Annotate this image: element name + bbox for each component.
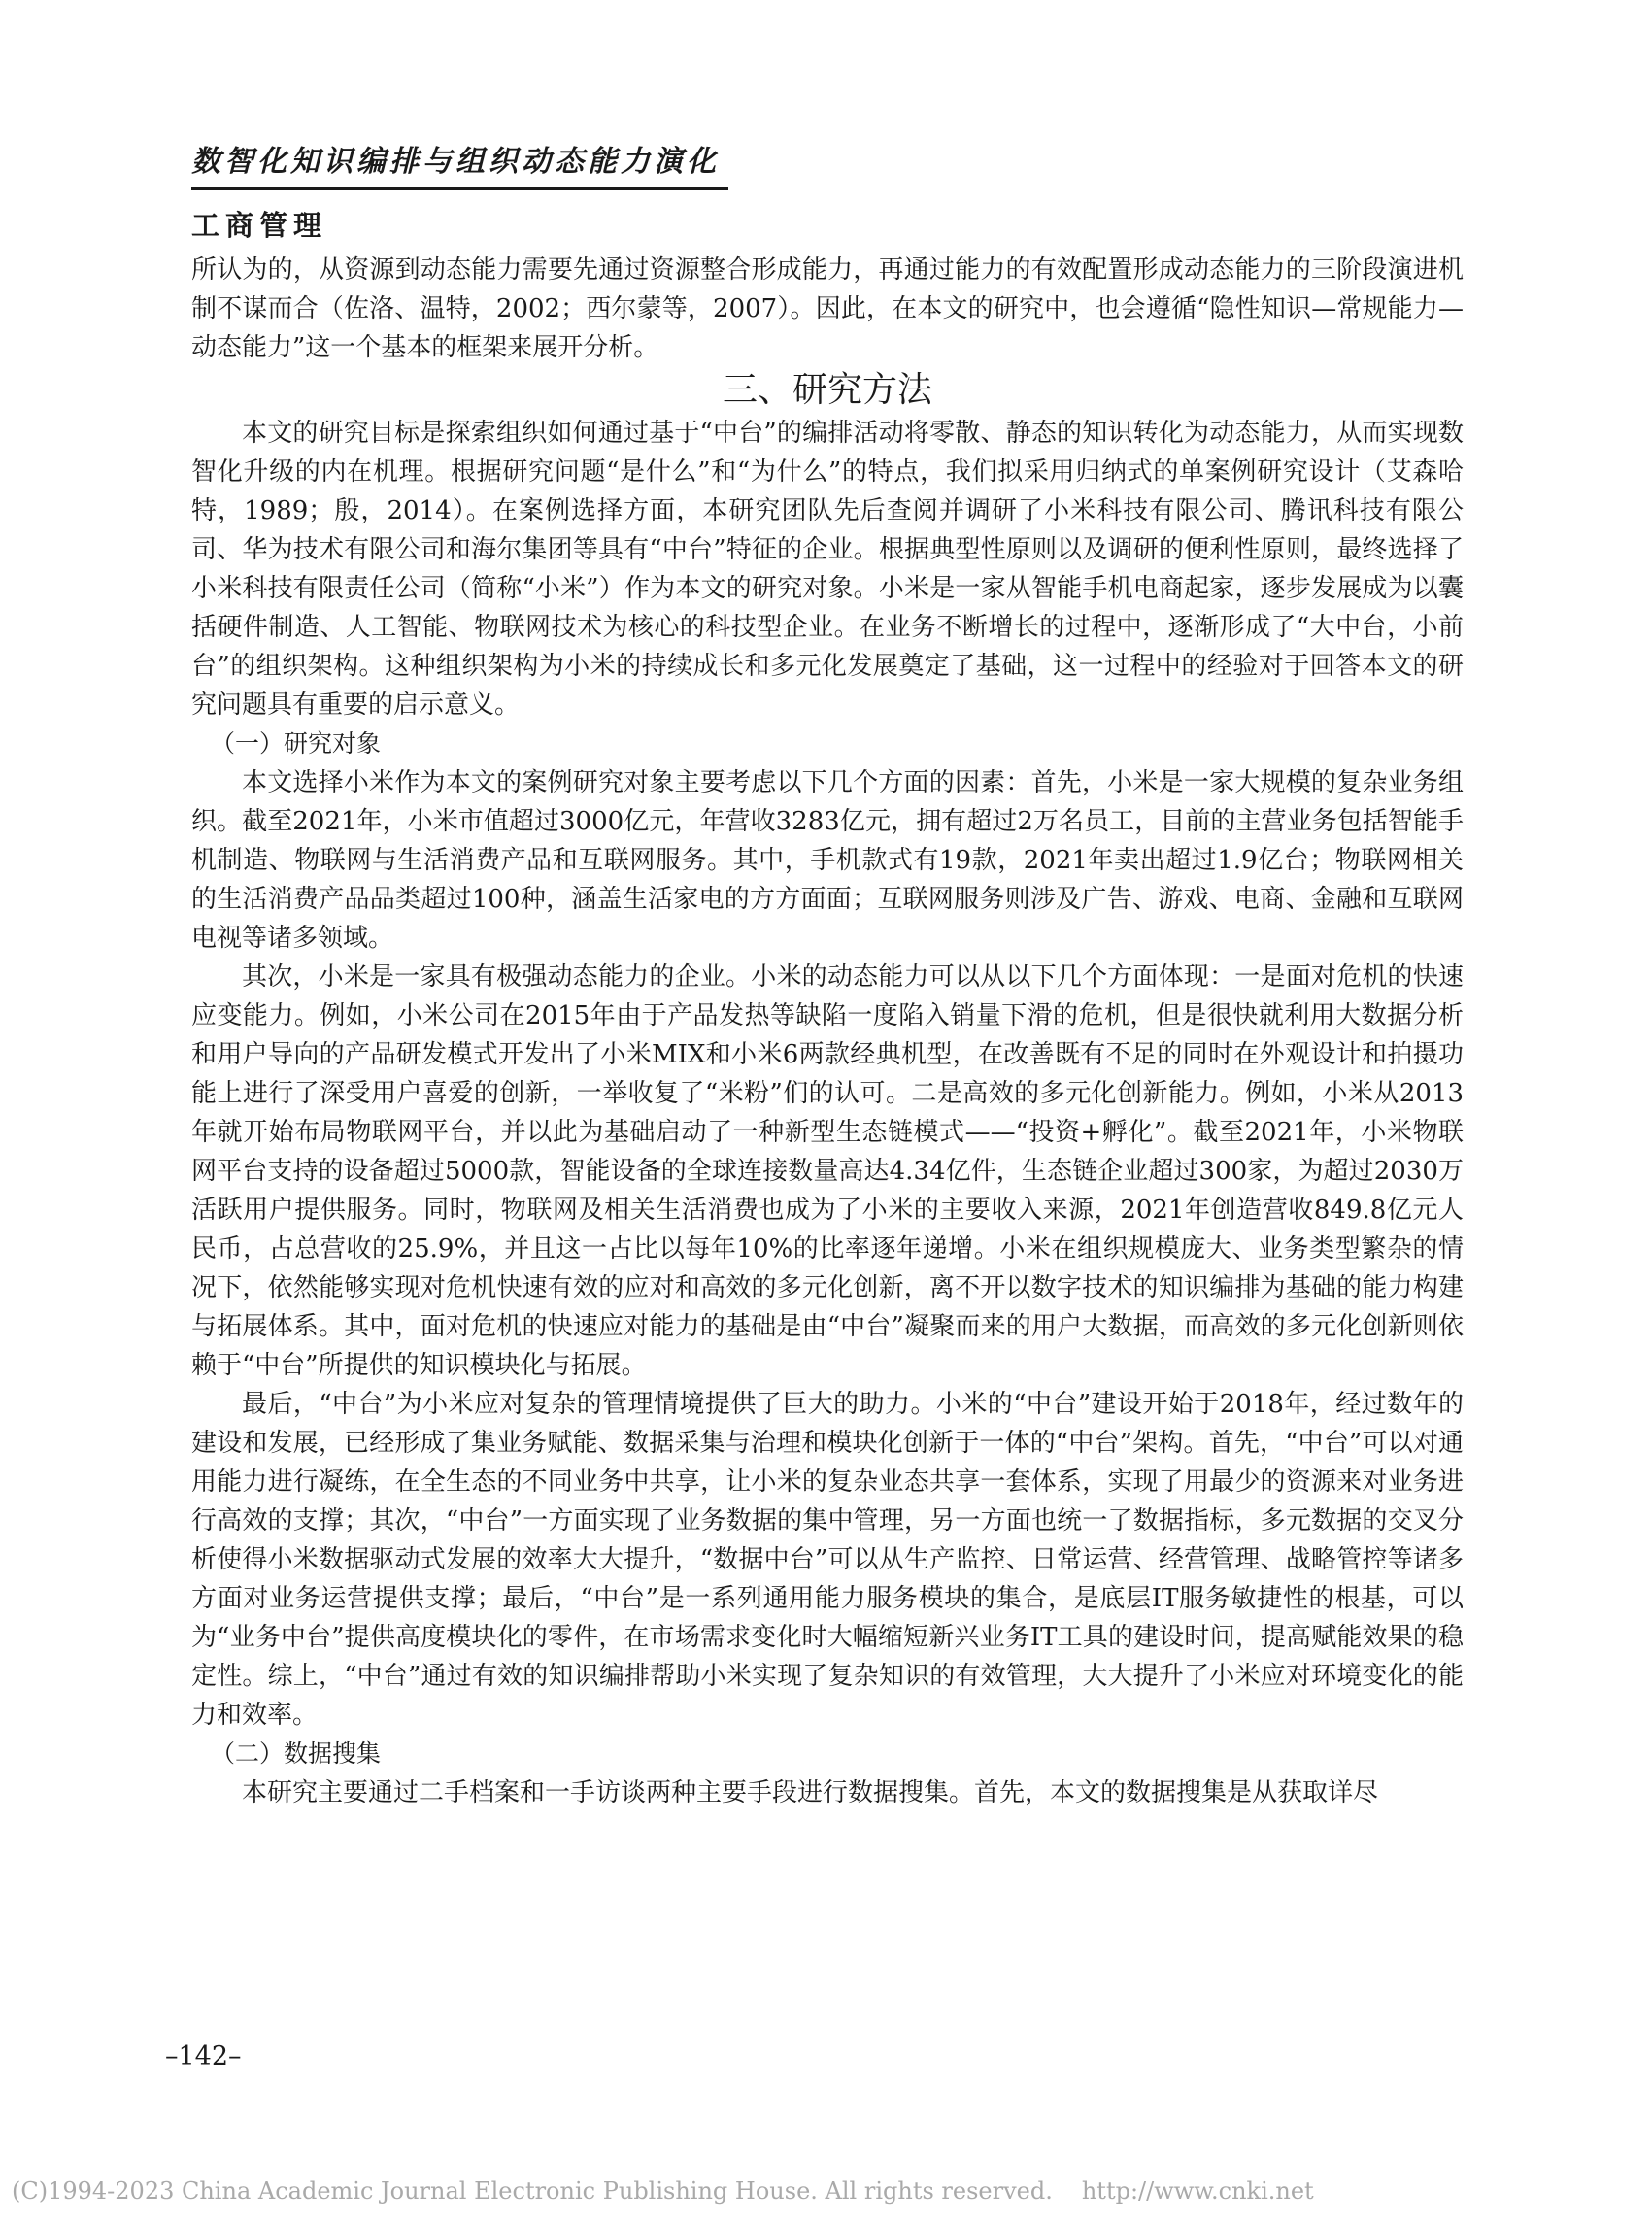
paragraph-research-object-3: 最后，“中台”为小米应对复杂的管理情境提供了巨大的助力。小米的“中台”建设开始于2018年，经过数年的建设和发展，已经形成了集业务赋能、数据采集与治理和模块化创新于一体的“中台”架构。首先，“中台”可以对通用能力进行凝练，在全生态的不同业务中共享，让小米的复杂业态共享一套体系，实现了用最少的资源来对业务进行高效的支撑；其次，“中台”一方面实现了业务数据的集中管理，另一方面也统一了数据指标，多元数据的交叉分析使得小米数据驱动式发展的效率大大提升，“数据中台”可以从生产监控、日常运营、经营管理、战略管控等诸多方面对业务运营提供支撑；最后，“中台”是一系列通用能力服务模块的集合，是底层IT服务敏捷性的根基，可以为“业务中台”提供高度模块化的零件，在市场需求变化时大幅缩短新兴业务IT工具的建设时间，提高赋能效果的稳定性。综上，“中台”通过有效的知识编排帮助小米实现了复杂知识的有效管理，大大提升了小米应对环境变化的能力和效率。 [191, 1390, 1464, 1730]
subsection-heading-data-collection: （二）数据搜集 [211, 1739, 382, 1768]
paragraph-intro: 本文的研究目标是探索组织如何通过基于“中台”的编排活动将零散、静态的知识转化为动态能力，从而实现数智化升级的内在机理。根据研究问题“是什么”和“为什么”的特点，我们拟采用归纳式的单案例研究设计（艾森哈特，1989；殷，2014）。在案例选择方面，本研究团队先后查阅并调研了小米科技有限公司、腾讯科技有限公司、华为技术有限公司和海尔集团等具有“中台”特征的企业。根据典型性原则以及调研的便利性原则，最终选择了小米科技有限责任公司（简称“小米”）作为本文的研究对象。小米是一家从智能手机电商起家，逐步发展成为以囊括硬件制造、人工智能、物联网技术为核心的科技型企业。在业务不断增长的过程中，逐渐形成了“大中台，小前台”的组织架构。这种组织架构为小米的持续成长和多元化发展奠定了基础，这一过程中的经验对于回答本文的研究问题具有重要的启示意义。 [191, 419, 1464, 720]
subsection-heading-research-object: （一）研究对象 [211, 729, 382, 758]
page-number: –142– [165, 2041, 242, 2072]
copyright-text: (C)1994-2023 China Academic Journal Electronic Publishing House. All rights reserved. [12, 2177, 1053, 2205]
paragraph-research-object-1: 本文选择小米作为本文的案例研究对象主要考虑以下几个方面的因素：首先，小米是一家大规模的复杂业务组织。截至2021年，小米市值超过3000亿元，年营收3283亿元，拥有超过2万名员工，目前的主营业务包括智能手机制造、物联网与生活消费产品和互联网服务。其中，手机款式有19款，2021年卖出超过1.9亿台；物联网相关的生活消费产品品类超过100种，涵盖生活家电的方方面面；互联网服务则涉及广告、游戏、电商、金融和互联网电视等诸多领域。 [191, 768, 1464, 953]
article-body [191, 251, 1464, 1812]
paragraph-data-collection-1: 本研究主要通过二手档案和一手访谈两种主要手段进行数据搜集。首先，本文的数据搜集是从获取详尽 [242, 1778, 1379, 1807]
running-title: 数智化知识编排与组织动态能力演化 [191, 145, 720, 179]
header-rule [191, 187, 728, 190]
paragraph-research-object-2: 其次，小米是一家具有极强动态能力的企业。小米的动态能力可以从以下几个方面体现：一是面对危机的快速应变能力。例如，小米公司在2015年由于产品发热等缺陷一度陷入销量下滑的危机，但是很快就利用大数据分析和用户导向的产品研发模式开发出了小米MIX和小米6两款经典机型，在改善既有不足的同时在外观设计和拍摄功能上进行了深受用户喜爱的创新，一举收复了“米粉”们的认可。二是高效的多元化创新能力。例如，小米从2013年就开始布局物联网平台，并以此为基础启动了一种新型生态链模式——“投资+孵化”。截至2021年，小米物联网平台支持的设备超过5000款，智能设备的全球连接数量高达4.34亿件，生态链企业超过300家，为超过2030万活跃用户提供服务。同时，物联网及相关生活消费也成为了小米的主要收入来源，2021年创造营收849.8亿元人民币，占总营收的25.9%，并且这一占比以每年10%的比率逐年递增。小米在组织规模庞大、业务类型繁杂的情况下，依然能够实现对危机快速有效的应对和高效的多元化创新，离不开以数字技术的知识编排为基础的能力构建与拓展体系。其中，面对危机的快速应对能力的基础是由“中台”凝聚而来的用户大数据，而高效的多元化创新则依赖于“中台”所提供的知识模块化与拓展。 [191, 962, 1464, 1380]
section-heading: 三、研究方法 [722, 370, 932, 410]
cnki-link[interactable]: http://www.cnki.net [1081, 2177, 1314, 2205]
copyright-footer [12, 2175, 1314, 2207]
paragraph-continuation: 所认为的，从资源到动态能力需要先通过资源整合形成能力，再通过能力的有效配置形成动态能力的三阶段演进机制不谋而合（佐洛、温特，2002；西尔蒙等，2007）。因此，在本文的研究中，也会遵循“隐性知识—常规能力—动态能力”这一个基本的框架来展开分析。 [191, 255, 1464, 362]
section-tag: 工商管理 [191, 209, 328, 242]
